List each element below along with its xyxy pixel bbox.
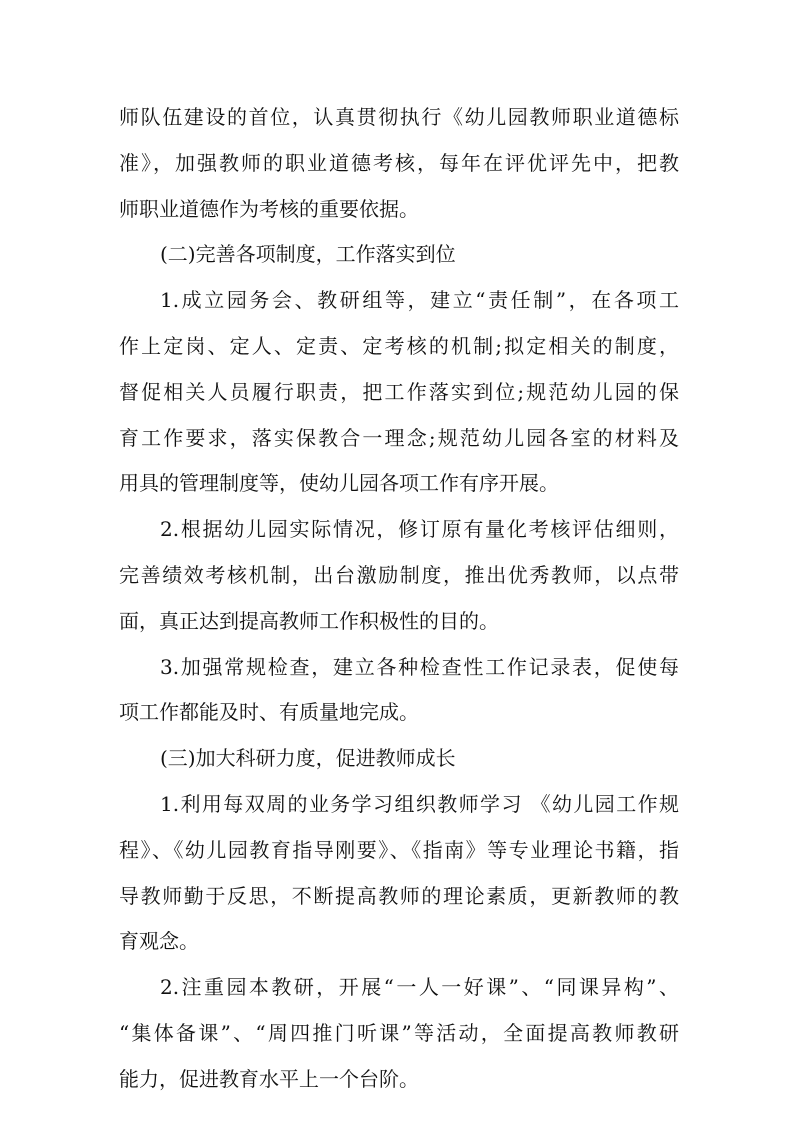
paragraph-line: 1.利用每双周的业务学习组织教师学习 《幼儿园工作规 xyxy=(160,791,679,816)
paragraph-line: 2.根据幼儿园实际情况，修订原有量化考核评估细则， xyxy=(160,517,679,542)
paragraph-line: “集体备课”、“周四推门听课”等活动，全面提高教师教研 xyxy=(119,1020,679,1045)
paragraph-line: 督促相关人员履行职责，把工作落实到位;规范幼儿园的保 xyxy=(119,379,679,404)
paragraph-line: 完善绩效考核机制，出台激励制度，推出优秀教师，以点带 xyxy=(119,562,679,587)
paragraph-line: 准》，加强教师的职业道德考核，每年在评优评先中，把教 xyxy=(119,150,679,175)
section-heading: (三)加大科研力度，促进教师成长 xyxy=(160,746,456,771)
paragraph-line: 育观念。 xyxy=(119,929,199,954)
paragraph-line: 师队伍建设的首位，认真贯彻执行《幼儿园教师职业道德标 xyxy=(119,105,679,129)
paragraph-line: 面，真正达到提高教师工作积极性的目的。 xyxy=(119,608,499,633)
paragraph-line: 项工作都能及时、有质量地完成。 xyxy=(119,700,419,725)
paragraph-line: 能力，促进教育水平上一个台阶。 xyxy=(119,1066,419,1091)
section-heading: (二)完善各项制度，工作落实到位 xyxy=(160,242,456,267)
document-body xyxy=(119,95,679,1103)
paragraph-line: 用具的管理制度等，使幼儿园各项工作有序开展。 xyxy=(119,471,559,496)
paragraph-line: 师职业道德作为考核的重要依据。 xyxy=(119,196,419,221)
paragraph-line: 导教师勤于反思，不断提高教师的理论素质，更新教师的教 xyxy=(119,883,679,908)
paragraph-line: 育工作要求，落实保教合一理念;规范幼儿园各室的材料及 xyxy=(119,425,679,450)
paragraph-line: 作上定岗、定人、定责、定考核的机制;拟定相关的制度， xyxy=(119,333,679,358)
paragraph-line: 程》、《幼儿园教育指导刚要》、《指南》等专业理论书籍，指 xyxy=(119,837,679,862)
paragraph-line: 2.注重园本教研，开展“一人一好课”、“同课异构”、 xyxy=(160,975,679,1000)
paragraph-line: 3.加强常规检查，建立各种检查性工作记录表，促使每 xyxy=(160,654,679,679)
paragraph-line: 1.成立园务会、教研组等，建立“责任制”，在各项工 xyxy=(160,288,679,313)
